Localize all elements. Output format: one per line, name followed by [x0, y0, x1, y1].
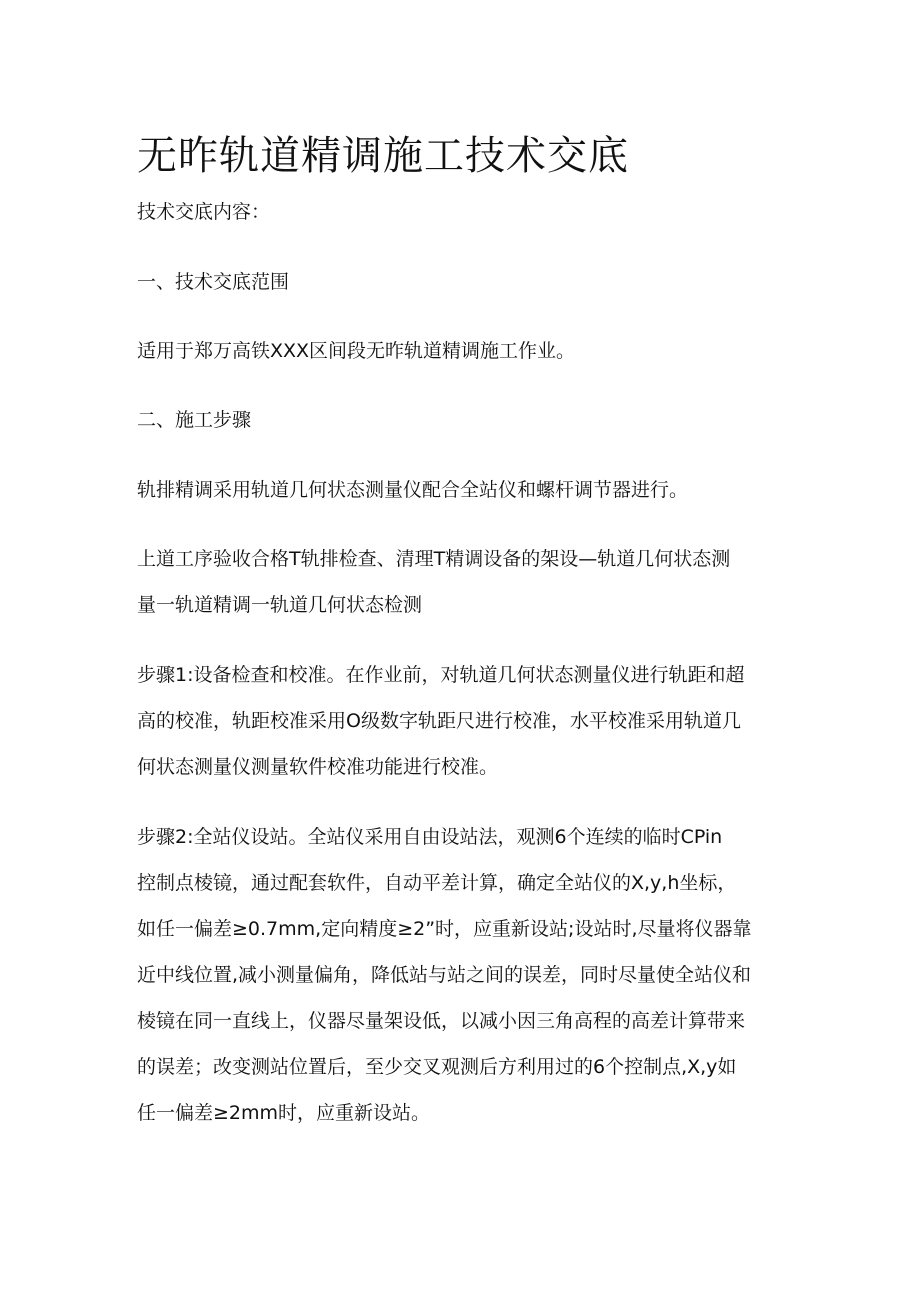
step2-line: 步骤2:全站仪设站。全站仪采用自由设站法，观测6个连续的临时CPin	[137, 826, 723, 848]
section2-intro-text: 轨排精调采用轨道几何状态测量仪配合全站仪和螺杆调节器进行。	[137, 479, 689, 501]
step1-line: 何状态测量仪测量软件校准功能进行校准。	[137, 756, 499, 778]
process-flow-line: 量一轨道精调一轨道几何状态检测	[137, 594, 423, 616]
section1-text: 适用于郑万高铁XXX区间段无昨轨道精调施工作业。	[137, 340, 576, 362]
step2-line: 控制点棱镜，通过配套软件，自动平差计算，确定全站仪的X,y,h坐标，	[137, 872, 737, 894]
step2-line: 的误差；改变测站位置后，至少交叉观测后方利用过的6个控制点,X,y如	[137, 1056, 737, 1078]
step2-line: 任一偏差≥2mm时，应重新设站。	[137, 1102, 431, 1124]
step1-line: 高的校准，轨距校准采用O级数字轨距尺进行校准，水平校准采用轨道几	[137, 710, 741, 732]
section1-heading: 一、技术交底范围	[137, 271, 290, 293]
step2-paragraph	[137, 814, 787, 1136]
step2-line: 如任一偏差≥0.7mm,定向精度≥2”时，应重新设站;设站时,尽量将仪器靠	[137, 918, 752, 940]
step1-line: 步骤1:设备检查和校准。在作业前，对轨道几何状态测量仪进行轨距和超	[137, 664, 745, 686]
process-flow-line: 上道工序验收合格T轨排检查、清理T精调设备的架设—轨道几何状态测	[137, 548, 731, 570]
intro-label: 技术交底内容：	[137, 201, 271, 223]
process-flow-paragraph	[137, 536, 787, 628]
document-title: 无昨轨道精调施工技术交底	[137, 133, 629, 179]
step1-paragraph	[137, 652, 787, 790]
section2-heading: 二、施工步骤	[137, 409, 252, 431]
step2-line: 近中线位置,减小测量偏角，降低站与站之间的误差，同时尽量使全站仪和	[137, 964, 752, 986]
step2-line: 棱镜在同一直线上，仪器尽量架设低，以减小因三角高程的高差计算带来	[137, 1010, 746, 1032]
